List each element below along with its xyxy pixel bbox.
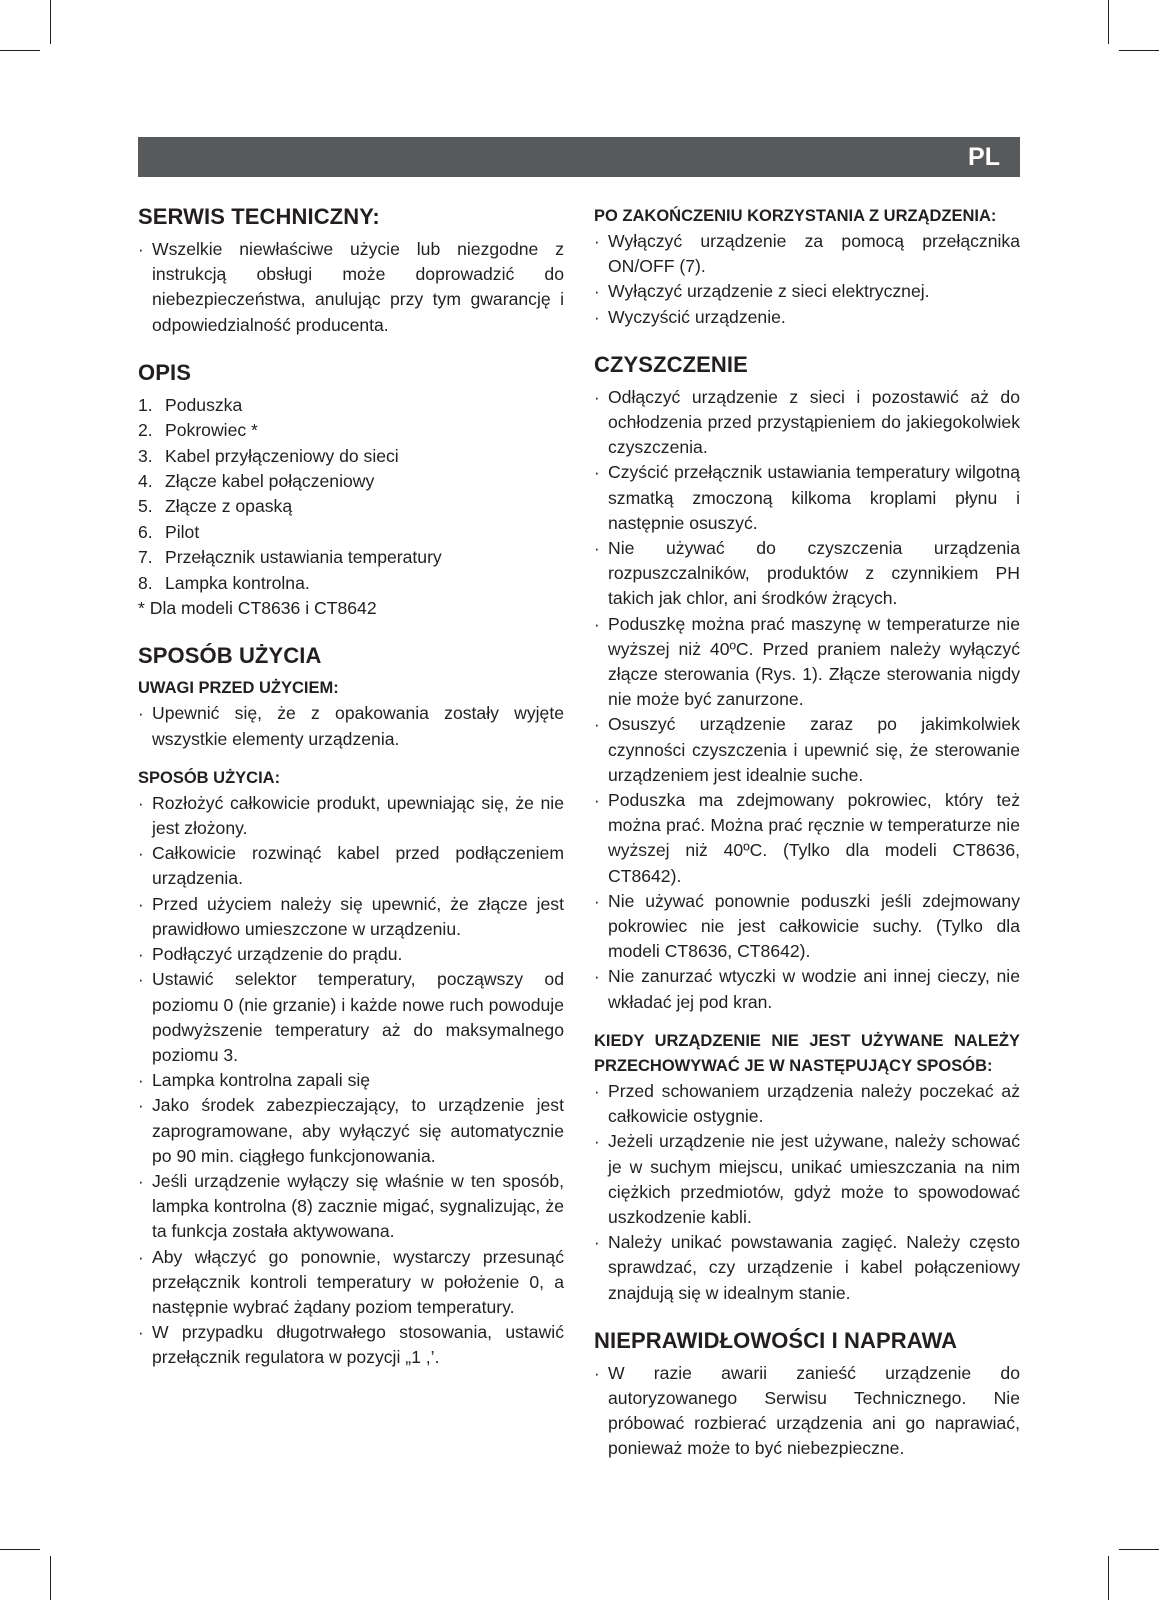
list-item: · Podłączyć urządzenie do prądu.: [138, 942, 564, 967]
section-title-nieprawidlowosci: NIEPRAWIDŁOWOŚCI I NAPRAWA: [594, 1327, 958, 1353]
crop-mark-bottom-right-v: [1108, 1556, 1109, 1600]
list-item: · Odłączyć urządzenie z sieci i pozostawić aż do ochłodzenia przed przystąpieniem do jakiegokolwiek czyszczenia.: [594, 385, 1020, 461]
list-item: · Nie zanurzać wtyczki w wodzie ani innej cieczy, nie wkładać jej pod kran.: [594, 964, 1020, 1014]
left-column: [138, 204, 564, 1371]
list-item: · Poduszka ma zdejmowany pokrowiec, który też można prać. Można prać ręcznie w temperaturze nie wyższej niż 40ºC. (Tylko dla modeli CT8636, CT8642).: [594, 788, 1020, 889]
list-item: 3. Kabel przyłączeniowy do sieci: [138, 445, 399, 466]
list-item: · Wszelkie niewłaściwe użycie lub niezgodne z instrukcją obsługi może doprowadzić do niebezpieczeństwa, anulując przy tym gwarancję i odpowiedzialność producenta.: [138, 237, 564, 338]
list-item: · Poduszkę można prać maszynę w temperaturze nie wyższej niż 40ºC. Przed praniem należy wyłączyć złącze sterowania (Rys. 1). Złącze sterowania nigdy nie może być zanurzone.: [594, 612, 1020, 713]
model-note: * Dla modeli CT8636 i CT8642: [138, 598, 377, 619]
czyszczenie-list: [594, 385, 1020, 1015]
list-item: · Należy unikać powstawania zagięć. Należy często sprawdzać, czy urządzenie i kabel połączeniowy znajdują się w idealnym stanie.: [594, 1230, 1020, 1306]
section-title-serwis: SERWIS TECHNICZNY:: [138, 204, 380, 229]
crop-mark-top-right-v: [1108, 0, 1109, 44]
list-item: · Aby włączyć go ponownie, wystarczy przesunąć przełącznik kontroli temperatury w położenie 0, a następnie wybrać żądany poziom temperatury.: [138, 1245, 564, 1321]
list-item: 8. Lampka kontrolna.: [138, 572, 310, 593]
subsection-title-sposob: SPOSÓB UŻYCIA:: [138, 768, 281, 787]
crop-mark-bottom-right-h: [1119, 1549, 1159, 1550]
serwis-list: [138, 237, 564, 338]
list-item: · Jeżeli urządzenie nie jest używane, należy schować je w suchym miejscu, unikać umieszczania na nim ciężkich przedmiotów, gdyż może to spowodować uszkodzenie kabli.: [594, 1129, 1020, 1230]
crop-mark-top-right-h: [1119, 50, 1159, 51]
list-item: · Lampka kontrolna zapali się: [138, 1068, 564, 1093]
list-item: · Wyczyścić urządzenie.: [594, 305, 1020, 330]
list-item: · Nie używać do czyszczenia urządzenia rozpuszczalników, produktów z czynnikiem PH takich jak chlor, ani środków żrących.: [594, 536, 1020, 612]
po-zakonczeniu-list: [594, 229, 1020, 330]
section-title-sposob: SPOSÓB UŻYCIA: [138, 643, 322, 669]
list-item: · W razie awarii zanieść urządzenie do autoryzowanego Serwisu Technicznego. Nie próbować rozbierać urządzenia ani go naprawiać, ponieważ może to być niebezpieczne.: [594, 1361, 1020, 1462]
crop-mark-top-left-h: [0, 50, 40, 51]
list-item: 4. Złącze kabel połączeniowy: [138, 471, 375, 492]
sposob-list: [138, 791, 564, 1371]
crop-mark-bottom-left-v: [50, 1556, 51, 1600]
list-item: · Jako środek zabezpieczający, to urządzenie jest zaprogramowane, aby wyłączyć się automatycznie po 90 min. ciągłego funkcjonowania.: [138, 1093, 564, 1169]
list-item: · W przypadku długotrwałego stosowania, ustawić przełącznik regulatora w pozycji „1 ,’.: [138, 1320, 564, 1370]
list-item: · Osuszyć urządzenie zaraz po jakimkolwiek czynności czyszczenia i upewnić się, że sterowanie urządzeniem jest idealnie suche.: [594, 712, 1020, 788]
section-title-opis: OPIS: [138, 359, 191, 385]
list-item: · Wyłączyć urządzenie za pomocą przełącznika ON/OFF (7).: [594, 229, 1020, 279]
subsection-title-przechowywanie: KIEDY URZĄDZENIE NIE JEST UŻYWANE NALEŻY PRZECHOWYWAĆ JE W NASTĘPUJĄCY SPOSÓB:: [594, 1031, 1020, 1075]
list-item: · Czyścić przełącznik ustawiania temperatury wilgotną szmatką zmoczoną kilkoma kroplami płynu i następnie osuszyć.: [594, 460, 1020, 536]
list-item: 6. Pilot: [138, 521, 200, 542]
list-item: 7. Przełącznik ustawiania temperatury: [138, 547, 442, 568]
przechowywanie-list: [594, 1079, 1020, 1306]
language-code: PL: [968, 143, 1000, 171]
crop-mark-top-left-v: [50, 0, 51, 44]
list-item: 1. Poduszka: [138, 394, 243, 415]
list-item: · Przed użyciem należy się upewnić, że złącze jest prawidłowo umieszczone w urządzeniu.: [138, 892, 564, 942]
list-item: 5. Złącze z opaską: [138, 496, 293, 517]
header-bar: [138, 137, 1020, 177]
list-item: · Upewnić się, że z opakowania zostały wyjęte wszystkie elementy urządzenia.: [138, 701, 564, 751]
nieprawidlowosci-list: [594, 1361, 1020, 1462]
list-item: 2. Pokrowiec *: [138, 420, 258, 441]
parts-list: [138, 393, 564, 622]
subsection-title-po-zakonczeniu: PO ZAKOŃCZENIU KORZYSTANIA Z URZĄDZENIA:: [594, 207, 997, 225]
list-item: · Przed schowaniem urządzenia należy poczekać aż całkowicie ostygnie.: [594, 1079, 1020, 1129]
section-title-czyszczenie: CZYSZCZENIE: [594, 351, 748, 377]
list-item: · Całkowicie rozwinąć kabel przed podłączeniem urządzenia.: [138, 841, 564, 891]
subsection-title-uwagi: UWAGI PRZED UŻYCIEM:: [138, 679, 339, 698]
right-column: [594, 204, 1020, 1462]
list-item: · Jeśli urządzenie wyłączy się właśnie w ten sposób, lampka kontrolna (8) zacznie migać, sygnalizując, że ta funkcja została aktywowana.: [138, 1169, 564, 1245]
uwagi-list: [138, 701, 564, 751]
list-item: · Rozłożyć całkowicie produkt, upewniając się, że nie jest złożony.: [138, 791, 564, 841]
list-item: · Wyłączyć urządzenie z sieci elektrycznej.: [594, 279, 1020, 304]
list-item: · Ustawić selektor temperatury, począwszy od poziomu 0 (nie grzanie) i każde nowe ruch powoduje podwyższenie temperatury aż do maksymalnego poziomu 3.: [138, 967, 564, 1068]
list-item: · Nie używać ponownie poduszki jeśli zdejmowany pokrowiec nie jest całkowicie suchy. (Tylko dla modeli CT8636, CT8642).: [594, 889, 1020, 965]
crop-mark-bottom-left-h: [0, 1549, 40, 1550]
